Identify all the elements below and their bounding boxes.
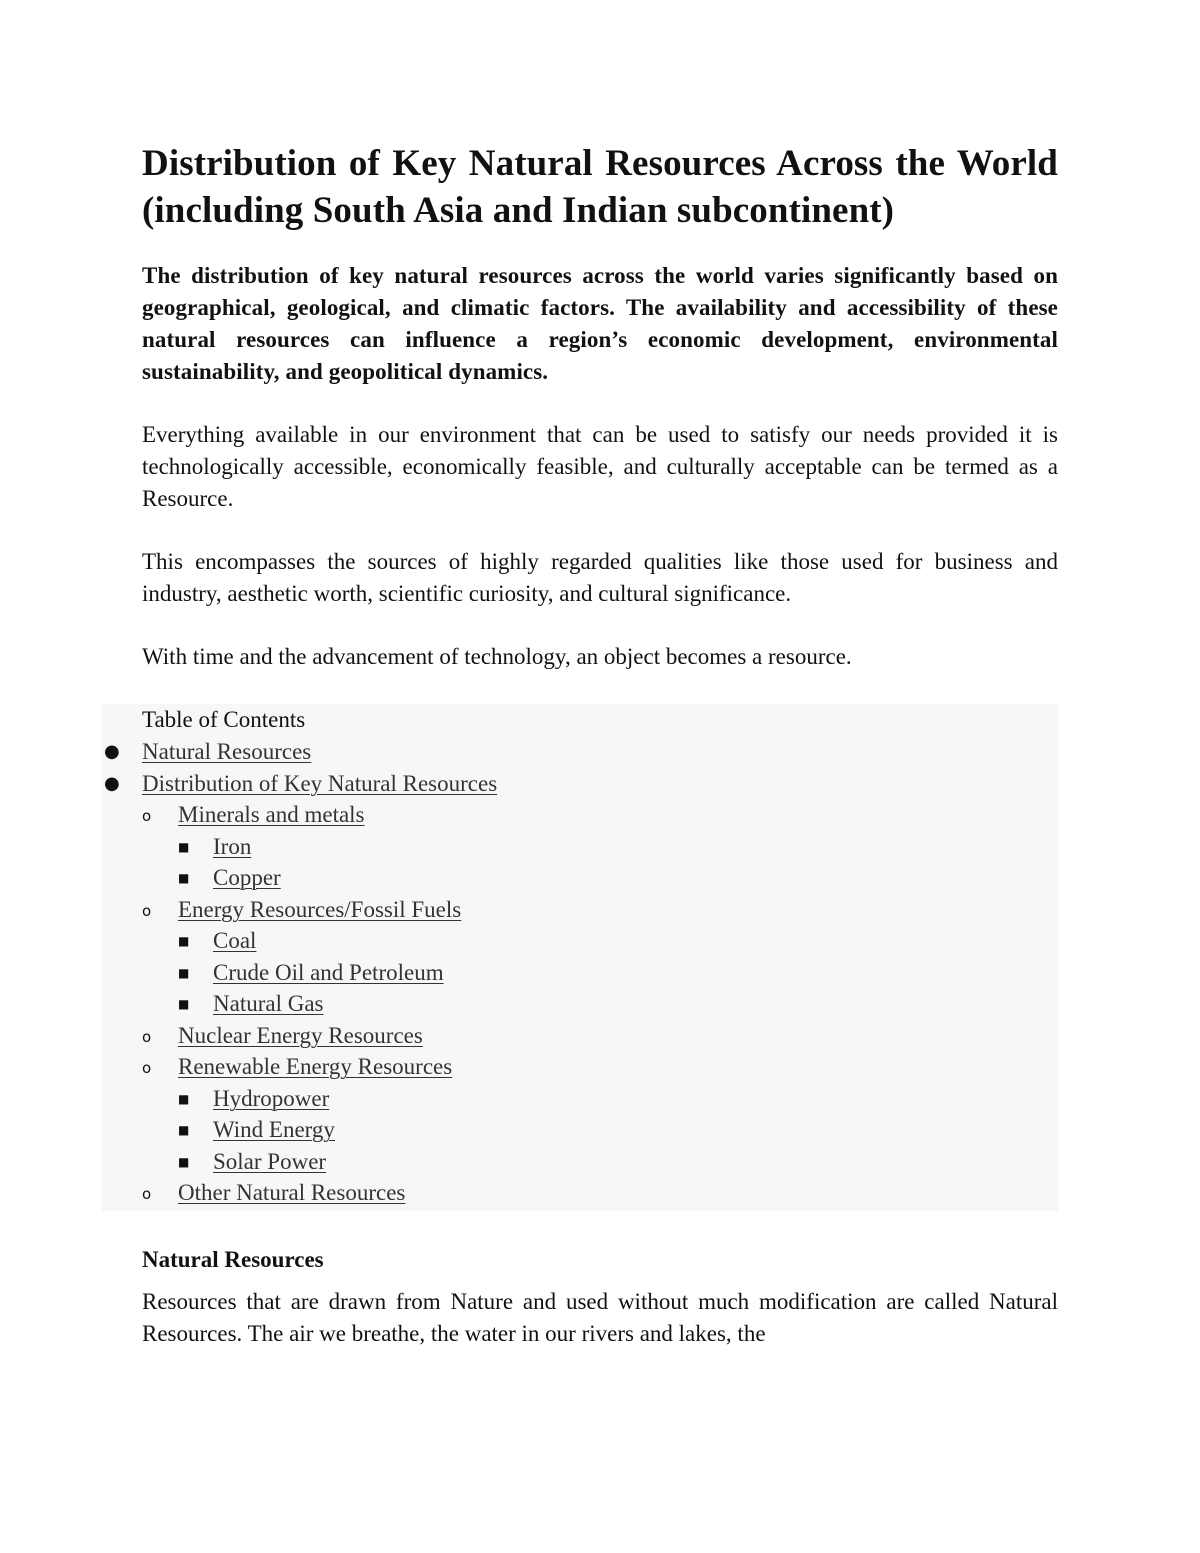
- toc-item: [102, 1051, 1058, 1083]
- toc-item: [102, 1083, 1058, 1115]
- toc-item: [102, 831, 1058, 863]
- toc-item: [102, 862, 1058, 894]
- toc-link[interactable]: Solar Power: [213, 1148, 327, 1174]
- toc-item: [102, 894, 1058, 926]
- toc-link[interactable]: Wind Energy: [213, 1117, 335, 1142]
- toc-link[interactable]: Other Natural Resources: [178, 1180, 406, 1205]
- toc-item: [102, 925, 1058, 957]
- toc-item: [102, 768, 1058, 800]
- toc-item: [102, 988, 1058, 1020]
- toc-link[interactable]: Nuclear Energy Resources: [178, 1022, 423, 1048]
- lead-paragraph: The distribution of key natural resources across the world varies significantly based on geographical, geological, and climatic factors. The availability and accessibility of these natural resources can influence a region’s economic development, environmental sustainability, and geopolitical dynamics.: [142, 263, 1058, 384]
- circle-bullet-icon: o: [142, 1059, 152, 1077]
- toc-item: [102, 1020, 1058, 1052]
- circle-bullet-icon: o: [142, 1027, 152, 1046]
- square-bullet-icon: ■: [178, 934, 190, 948]
- square-bullet-icon: ■: [178, 839, 190, 854]
- toc-link[interactable]: Renewable Energy Resources: [178, 1054, 453, 1079]
- circle-bullet-icon: o: [142, 901, 152, 920]
- document-content: [104, 140, 1058, 1350]
- toc-link[interactable]: Natural Gas: [213, 991, 324, 1016]
- resource-qualities-paragraph: This encompasses the sources of highly regarded qualities like those used for business and industry, aesthetic worth, scientific curiosity, and cultural significance.: [142, 549, 1058, 606]
- circle-bullet-icon: o: [142, 807, 152, 825]
- toc-link[interactable]: Distribution of Key Natural Resources: [142, 770, 498, 796]
- resource-definition-paragraph: Everything available in our environment that can be used to satisfy our needs provided it is technologically accessible, economically feasible, and culturally acceptable can be termed as a Resource.: [142, 422, 1058, 511]
- toc-item: [102, 1146, 1058, 1178]
- toc-link[interactable]: Hydropower: [213, 1085, 330, 1111]
- square-bullet-icon: ■: [178, 1091, 190, 1106]
- table-of-contents: [102, 704, 1058, 1211]
- square-bullet-icon: ■: [178, 1123, 190, 1137]
- toc-link[interactable]: Minerals and metals: [178, 802, 365, 827]
- disc-bullet-icon: ●: [104, 741, 120, 762]
- toc-link[interactable]: Natural Resources: [142, 739, 312, 764]
- toc-item: [102, 1114, 1058, 1146]
- disc-bullet-icon: ●: [104, 772, 120, 794]
- toc-link[interactable]: Energy Resources/Fossil Fuels: [178, 896, 462, 922]
- circle-bullet-icon: o: [142, 1185, 152, 1203]
- toc-title: Table of Contents: [142, 707, 306, 732]
- toc-item: [102, 799, 1058, 831]
- natural-resources-paragraph: Resources that are drawn from Nature and used without much modification are called Natural Resources. The air we breathe, the water in our rivers and lakes, the: [142, 1288, 1058, 1346]
- document-title: Distribution of Key Natural Resources Across the World (including South Asia and Indian subcontinent): [142, 143, 1058, 231]
- toc-item: [102, 736, 1058, 768]
- toc-item: [102, 1177, 1058, 1209]
- square-bullet-icon: ■: [178, 997, 190, 1011]
- technology-paragraph: With time and the advancement of technology, an object becomes a resource.: [142, 644, 852, 669]
- toc-link[interactable]: Crude Oil and Petroleum: [213, 959, 444, 985]
- square-bullet-icon: ■: [178, 965, 190, 980]
- toc-item: [102, 957, 1058, 989]
- toc-list: [102, 736, 1058, 1209]
- toc-link[interactable]: Coal: [213, 928, 257, 953]
- square-bullet-icon: ■: [178, 1154, 190, 1169]
- section-heading-natural-resources: Natural Resources: [142, 1246, 324, 1272]
- square-bullet-icon: ■: [178, 871, 190, 885]
- toc-link[interactable]: Copper: [213, 865, 281, 890]
- toc-link[interactable]: Iron: [213, 833, 252, 859]
